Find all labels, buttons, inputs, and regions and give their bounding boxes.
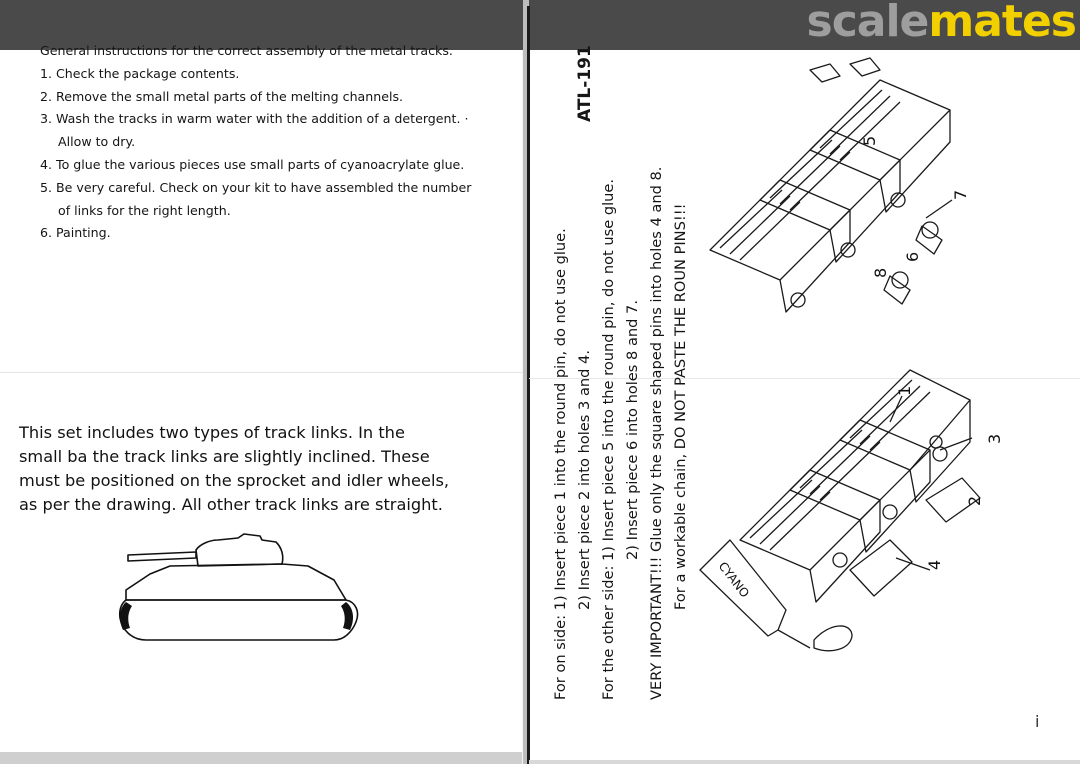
instruction-step: 5. Be very careful. Check on your kit to have assembled the number [40, 179, 472, 195]
assembly-line: For the other side: 1) Insert piece 5 into the round pin, do not use glue. [600, 178, 617, 700]
callout-3: 3 [985, 433, 1004, 444]
glue-tube-label: CYANO [715, 559, 753, 601]
paragraph-line: small ba the track links are slightly inclined. These [19, 447, 430, 466]
instruction-step-continued: of links for the right length. [58, 202, 231, 218]
callout-2: 2 [965, 495, 984, 506]
instruction-step: 6. Painting. [40, 225, 111, 241]
sheet-fold-edge [527, 6, 530, 764]
general-instructions [40, 40, 510, 245]
callout-4: 4 [925, 559, 944, 570]
product-code: ATL-191 [575, 45, 595, 122]
upper-track-links [710, 58, 950, 312]
assembly-line: For a workable chain, DO NOT PASTE THE ROUN PINS!!! [672, 203, 689, 610]
logo-part-mates: mates [928, 0, 1076, 47]
glue-tube [700, 540, 852, 651]
instruction-step: 2. Remove the small metal parts of the melting channels. [40, 88, 404, 104]
scalemates-logo[interactable] [807, 0, 1077, 47]
instruction-step-continued: Allow to dry. [58, 134, 136, 150]
callout-5: 5 [860, 135, 879, 146]
instruction-step: 3. Wash the tracks in warm water with the addition of a detergent. · [40, 111, 469, 127]
instructions-heading: General instructions for the correct assembly of the metal tracks. [40, 43, 453, 58]
callout-6: 6 [903, 251, 922, 262]
callout-1: 1 [895, 385, 914, 396]
sheet-bottom-edge [0, 752, 522, 764]
leader-line-1 [890, 396, 902, 422]
instruction-step: 4. To glue the various pieces use small parts of cyanoacrylate glue. [40, 156, 465, 172]
corner-mark: i [1035, 712, 1040, 731]
assembly-line: VERY IMPORTANT!!! Glue only the square shaped pins into holes 4 and 8. [648, 166, 665, 700]
track-types-paragraph [19, 421, 489, 517]
assembly-line: 2) Insert piece 6 into holes 8 and 7. [624, 300, 641, 560]
logo-part-scale: scale [806, 0, 929, 47]
assembly-line: 2) Insert piece 2 into holes 3 and 4. [576, 350, 593, 610]
track-assembly-diagram [690, 50, 1020, 690]
paragraph-line: This set includes two types of track links. In the [19, 423, 405, 442]
leader-line-3 [940, 438, 972, 450]
callout-7: 7 [951, 189, 970, 200]
instruction-step: 1. Check the package contents. [40, 65, 240, 81]
lower-track-links [740, 370, 980, 602]
assembly-line: For on side: 1) Insert piece 1 into the round pin, do not use glue. [552, 228, 569, 700]
callout-8: 8 [871, 267, 890, 278]
sheet-bottom-edge-right [529, 760, 1080, 764]
tank-silhouette-drawing [110, 530, 370, 650]
paper-crease [0, 372, 522, 373]
paragraph-line: must be positioned on the sprocket and idler wheels, [19, 471, 450, 490]
paragraph-line: as per the drawing. All other track links are straight. [19, 495, 443, 514]
leader-line-7 [926, 200, 952, 218]
